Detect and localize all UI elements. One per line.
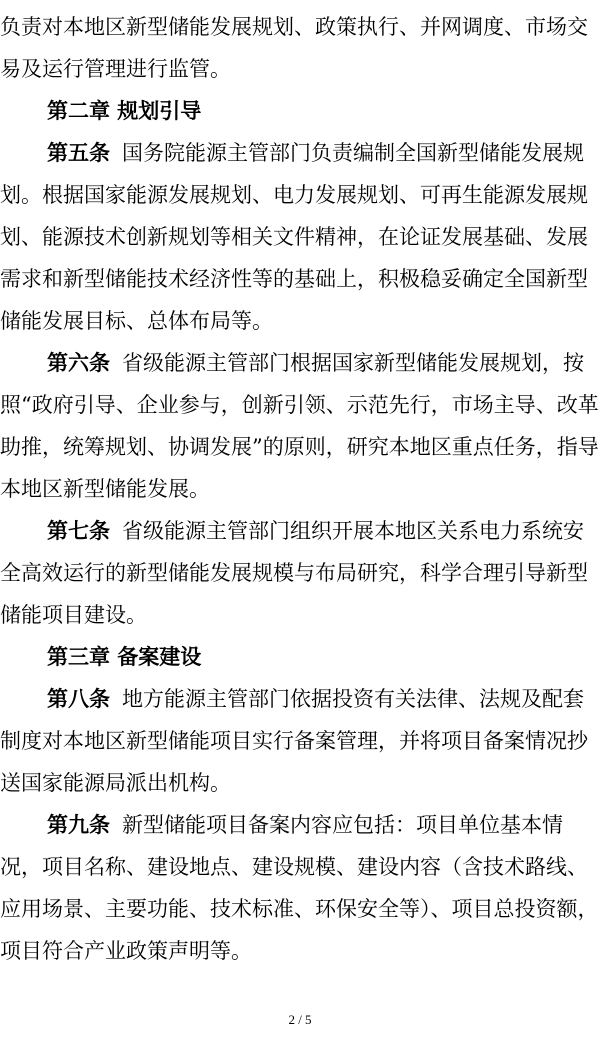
article-9-number: 第九条 [47, 813, 110, 837]
page-number: 2 / 5 [288, 1012, 312, 1027]
article-5-text: 国务院能源主管部门负责编制全国新型储能发展规划。根据国家能源发展规划、电力发展规划、可再生能源发展规划、能源技术创新规划等相关文件精神，在论证发展基础、发展需求和新型储能技术经济性等的基础上，积极稳妥确定全国新型储能发展目标、总体布局等。 [0, 141, 588, 333]
article-8-number: 第八条 [47, 687, 110, 711]
article-5-paragraph [0, 132, 600, 342]
article-6-paragraph [0, 342, 600, 510]
article-8-paragraph [0, 678, 600, 804]
article-8-text: 地方能源主管部门依据投资有关法律、法规及配套制度对本地区新型储能项目实行备案管理，并将项目备案情况抄送国家能源局派出机构。 [0, 687, 588, 795]
chapter-3-heading: 第三章 备案建设 [47, 645, 202, 669]
article-6-text: 省级能源主管部门根据国家新型储能发展规划，按照“政府引导、企业参与，创新引领、示范先行，市场主导、改革助推，统筹规划、协调发展”的原则，研究本地区重点任务，指导本地区新型储能发展。 [0, 351, 599, 501]
article-9-text: 新型储能项目备案内容应包括：项目单位基本情况，项目名称、建设地点、建设规模、建设内容（含技术路线、应用场景、主要功能、技术标准、环保安全等）、项目总投资额，项目符合产业政策声明等。 [0, 813, 599, 963]
article-7-number: 第七条 [47, 519, 110, 543]
article-6-number: 第六条 [47, 351, 110, 375]
chapter-2-heading: 第二章 规划引导 [47, 99, 202, 123]
article-9-paragraph [0, 804, 600, 972]
article-5-number: 第五条 [47, 141, 110, 165]
article-7-text: 省级能源主管部门组织开展本地区关系电力系统安全高效运行的新型储能发展规模与布局研究，科学合理引导新型储能项目建设。 [0, 519, 588, 627]
article-7-paragraph [0, 510, 600, 636]
intro-paragraph [0, 6, 600, 90]
intro-text: 负责对本地区新型储能发展规划、政策执行、并网调度、市场交易及运行管理进行监管。 [0, 15, 588, 81]
